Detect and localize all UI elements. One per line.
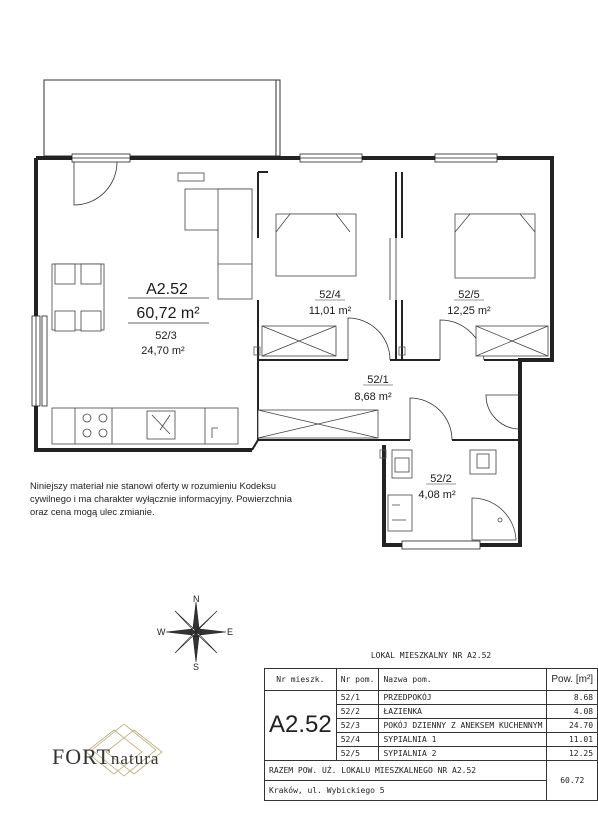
table-total-row <box>265 760 598 780</box>
room-52-1-id: 52/1 <box>367 374 389 386</box>
table-header-row <box>265 668 598 690</box>
header-area: Pow. [m²] <box>547 668 598 690</box>
room-name: SYPIALNIA 1 <box>379 732 547 746</box>
compass-west: W <box>157 627 166 637</box>
compass-north: N <box>193 594 200 604</box>
bedroom-1-furniture <box>262 214 356 356</box>
room-52-1-area: 8,68 m² <box>354 391 392 403</box>
kitchen-counter <box>52 408 238 444</box>
room-52-5-area: 12,25 m² <box>447 305 491 317</box>
compass-east: E <box>227 627 234 637</box>
disclaimer-line: oraz cena mogą ulec zmianie. <box>30 506 155 517</box>
room-name: PRZEDPOKÓJ <box>379 690 547 704</box>
room-name: ŁAZIENKA <box>379 704 547 718</box>
total-label: RAZEM POW. UŻ. LOKALU MIESZKALNEGO NR A2.52 <box>265 760 547 780</box>
address: Kraków, ul. Wybickiego 5 <box>265 780 547 800</box>
logo-wordmark <box>52 744 159 770</box>
header-unit: Nr mieszk. <box>265 668 337 690</box>
apartment-area-table <box>264 644 598 801</box>
bedroom-2-furniture <box>455 214 548 356</box>
logo-part-fort: FORT <box>52 744 111 769</box>
room-area: 4.08 <box>547 704 598 718</box>
apartment-area: 60,72 m² <box>136 305 200 322</box>
room-area: 11.01 <box>547 732 598 746</box>
room-52-4-area: 11,01 m² <box>308 305 352 317</box>
table-row <box>265 690 598 704</box>
disclaimer-text <box>30 479 330 518</box>
hallway-wardrobe <box>258 410 378 438</box>
disclaimer-line: Niniejszy materiał nie stanowi oferty w rozumieniu Kodeksu <box>30 480 276 491</box>
header-room-no: Nr pom. <box>336 668 379 690</box>
room-name: SYPIALNIA 2 <box>379 746 547 760</box>
room-52-2-id: 52/2 <box>430 473 452 485</box>
room-52-3-area: 24,70 m² <box>141 345 185 357</box>
room-52-2-area: 4,08 m² <box>418 489 456 501</box>
total-area: 60.72 <box>547 760 598 800</box>
apartment-code: A2.52 <box>146 281 188 298</box>
doors <box>74 162 520 440</box>
room-no: 52/5 <box>336 746 379 760</box>
header-room-name: Nazwa pom. <box>379 668 547 690</box>
room-no: 52/4 <box>336 732 379 746</box>
table-title: LOKAL MIESZKALNY NR A2.52 <box>265 644 598 668</box>
disclaimer-line: cywilnego i ma charakter wyłącznie informacyjny. Powierzchnia <box>30 493 292 504</box>
balcony <box>44 80 280 156</box>
room-area: 24.70 <box>547 718 598 732</box>
room-area: 12.25 <box>547 746 598 760</box>
room-area: 8.68 <box>547 690 598 704</box>
compass-rose-icon <box>166 602 226 662</box>
room-no: 52/2 <box>336 704 379 718</box>
room-52-3-id: 52/3 <box>155 330 177 342</box>
unit-code-cell: A2.52 <box>265 690 337 760</box>
room-no: 52/3 <box>336 718 379 732</box>
room-52-5-id: 52/5 <box>458 289 480 301</box>
logo-part-natura: natura <box>110 749 160 768</box>
room-no: 52/1 <box>336 690 379 704</box>
room-name: POKÓJ DZIENNY Z ANEKSEM KUCHENNYM <box>379 718 547 732</box>
room-52-4-id: 52/4 <box>319 289 341 301</box>
fortnatura-logo <box>38 720 178 780</box>
compass-south: S <box>193 662 200 672</box>
